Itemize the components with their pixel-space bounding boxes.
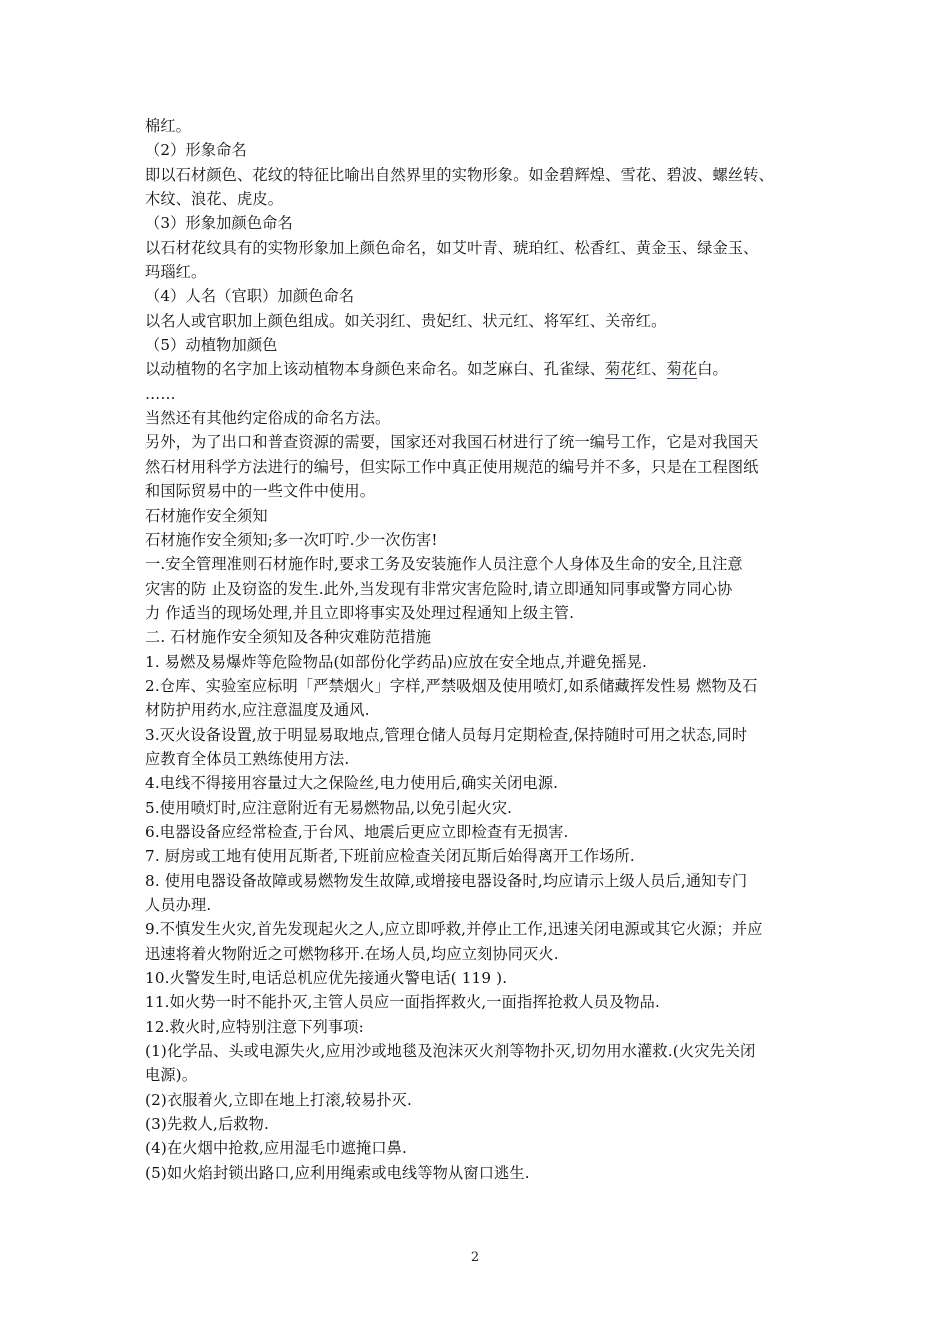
list-item: 2.仓库、实验室应标明「严禁烟火」字样,严禁吸烟及使用喷灯,如系储藏挥发性易 燃物及石 xyxy=(145,676,758,695)
list-item: 7. 厨房或工地有使用瓦斯者,下班前应检查关闭瓦斯后始得离开工作场所. xyxy=(145,847,635,866)
section-heading: （2）形象命名 xyxy=(145,141,247,160)
hyperlink-juhua[interactable]: 菊花 xyxy=(605,360,636,379)
section-heading: （4）人名（官职）加颜色命名 xyxy=(145,287,355,306)
text-line: 电源)。 xyxy=(145,1066,198,1085)
list-item: 4.电线不得接用容量过大之保险丝,电力使用后,确实关闭电源. xyxy=(145,774,559,793)
sub-list-item: (5)如火焰封锁出路口,应利用绳索或电线等物从窗口逃生. xyxy=(145,1163,530,1182)
ellipsis-line: …… xyxy=(145,384,176,403)
section-title: 石材施作安全须知 xyxy=(145,506,268,525)
section-heading: （3）形象加颜色命名 xyxy=(145,214,293,233)
section-heading: （5）动植物加颜色 xyxy=(145,336,278,355)
text-line: 迅速将着火物附近之可燃物移开.在场人员,均应立刻协同灭火. xyxy=(145,944,559,963)
text-line: 和国际贸易中的一些文件中使用。 xyxy=(145,482,376,501)
text-line: 应教育全体员工熟练使用方法. xyxy=(145,749,350,768)
hyperlink-juhua-2[interactable]: 菊花 xyxy=(666,360,698,379)
list-item: 9.不慎发生火灾,首先发现起火之人,应立即呼救,并停止工作,迅速关闭电源或其它火源；并应 xyxy=(145,920,763,939)
text-segment: 红、 xyxy=(635,360,667,379)
text-line: 石材施作安全须知;多一次叮咛.少一次伤害! xyxy=(145,530,438,549)
text-line: 然石材用科学方法进行的编号，但实际工作中真正使用规范的编号并不多，只是在工程图纸 xyxy=(145,457,759,476)
list-item: 6.电器设备应经常检查,于台风、地震后更应立即检查有无损害. xyxy=(145,822,569,841)
text-line: 材防护用药水,应注意温度及通风. xyxy=(145,701,370,720)
list-item: 12.救火时,应特别注意下列事项: xyxy=(145,1017,364,1036)
list-item: 1. 易燃及易爆炸等危险物品(如部份化学药品)应放在安全地点,并避免摇晃. xyxy=(145,652,647,671)
sub-list-item: (3)先救人,后救物. xyxy=(145,1115,269,1134)
text-line: 力 作适当的现场处理,并且立即将事实及处理过程通知上级主管. xyxy=(145,603,575,622)
text-line: 人员办理. xyxy=(145,896,212,914)
list-item: 8. 使用电器设备故障或易燃物发生故障,或增接电器设备时,均应请示上级人员后,通知专门 xyxy=(145,871,748,890)
text-line: 以石材花纹具有的实物形象加上颜色命名，如艾叶青、琥珀红、松香红、黄金玉、绿金玉、 xyxy=(145,238,759,257)
text-segment: 以动植物的名字加上该动植物本身颜色来命名。如芝麻白、孔雀绿、 xyxy=(145,360,606,379)
list-item: 11.如火势一时不能扑灭,主管人员应一面指挥救火,一面指挥抢救人员及物品. xyxy=(145,993,660,1012)
text-line: 棉红。 xyxy=(145,117,192,135)
list-item: 10.火警发生时,电话总机应优先接通火警电话( 119 ). xyxy=(145,969,508,988)
text-segment: 白。 xyxy=(697,360,728,379)
text-line: 玛瑙红。 xyxy=(145,263,207,282)
list-item: 5.使用喷灯时,应注意附近有无易燃物品,以免引起火灾. xyxy=(145,798,513,817)
sub-list-item: (4)在火烟中抢救,应用湿毛巾遮掩口鼻. xyxy=(145,1139,407,1158)
text-line-with-links xyxy=(145,357,815,381)
list-item: 3.灭火设备设置,放于明显易取地点,管理仓储人员每月定期检查,保持随时可用之状态,同时 xyxy=(145,725,748,744)
text-line: 木纹、浪花、虎皮。 xyxy=(145,190,284,209)
text-line: 以名人或官职加上颜色组成。如关羽红、贵妃红、状元红、将军红、关帝红。 xyxy=(145,311,667,330)
page-number: 2 xyxy=(470,1250,480,1265)
sub-list-item: (1)化学品、头或电源失火,应用沙或地毯及泡沫灭火剂等物扑灭,切勿用水灌救.(火灾先关闭 xyxy=(145,1042,756,1061)
text-line: 灾害的防 止及窃盗的发生.此外,当发现有非常灾害危险时,请立即通知同事或警方同心协 xyxy=(145,579,733,598)
text-line: 另外，为了出口和普查资源的需要，国家还对我国石材进行了统一编号工作，它是对我国天 xyxy=(145,433,759,452)
sub-list-item: (2)衣服着火,立即在地上打滚,较易扑灭. xyxy=(145,1090,412,1109)
text-line: 当然还有其他约定俗成的命名方法。 xyxy=(145,409,391,428)
text-line: 即以石材颜色、花纹的特征比喻出自然界里的实物形象。如金碧辉煌、雪花、碧波、螺丝转、 xyxy=(145,165,774,184)
text-line: 一.安全管理准则石材施作时,要求工务及安装施作人员注意个人身体及生命的安全,且注意 xyxy=(145,555,743,574)
document-body xyxy=(145,114,815,1185)
section-heading: 二. 石材施作安全须知及各种灾难防范措施 xyxy=(145,628,432,647)
